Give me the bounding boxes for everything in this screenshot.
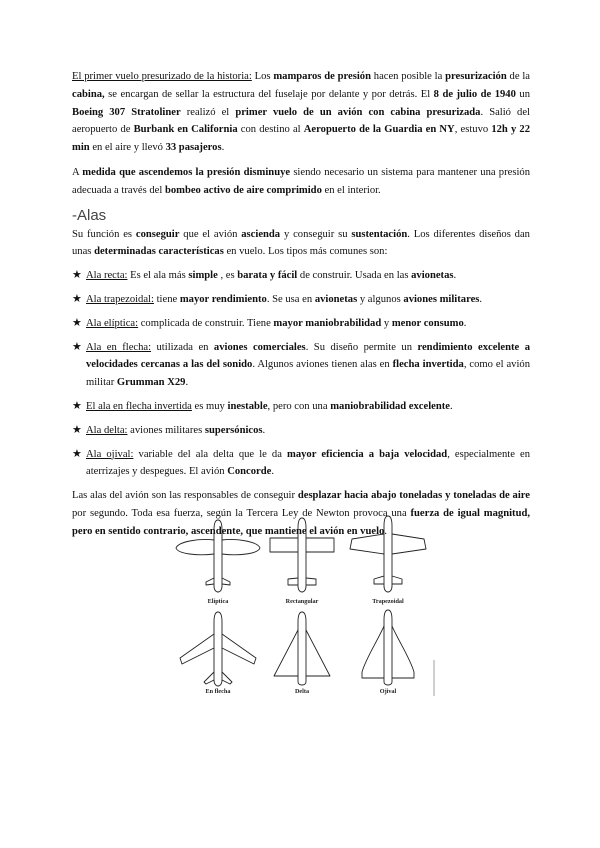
bold-text: Concorde — [227, 466, 272, 478]
text: que el avión — [179, 228, 242, 240]
bold-text: 33 pasajeros — [165, 142, 222, 154]
bold-text: ascienda — [241, 228, 281, 240]
text: un — [515, 88, 530, 100]
delta-wing-plane-icon — [274, 612, 330, 685]
label-delta: Delta — [294, 688, 310, 695]
text: A — [72, 166, 83, 178]
bold-text: mayor eficiencia a baja velocidad — [287, 448, 448, 460]
text: . — [185, 377, 189, 389]
list-item-text — [86, 291, 530, 309]
label-rectangular: Rectangular — [285, 598, 319, 605]
document-page — [72, 68, 530, 541]
list-item-ala-eliptica — [72, 315, 530, 333]
text: variable del ala delta que le da — [133, 448, 288, 460]
text: , pero con una — [267, 400, 331, 412]
star-bullet-icon: ★ — [72, 292, 82, 305]
text: , estuvo — [454, 124, 492, 136]
label-trapezoidal: Trapezoidal — [372, 598, 404, 605]
swept-wing-plane-icon — [180, 612, 256, 686]
text: . — [262, 424, 266, 436]
elliptical-wing-plane-icon — [176, 520, 260, 592]
term: Ala trapezoidal: — [86, 293, 154, 305]
text: en el aire y llevó — [89, 142, 166, 154]
wing-types-diagram — [168, 512, 436, 696]
text: complicada de construir. Tiene — [138, 317, 274, 329]
text: siendo necesario un sistema para mantener una presión adecuada a través del — [72, 166, 530, 196]
text: por segundo. Toda esa fuerza, según la Tercera Ley de Newton provoca una — [72, 507, 411, 519]
text: . — [453, 270, 457, 282]
bold-text: 12h y 22 min — [72, 124, 531, 154]
term: Ala elíptica: — [86, 317, 139, 329]
ogival-wing-plane-icon — [362, 610, 414, 685]
list-item-ala-ojival — [72, 446, 530, 482]
text: . Salió del aeropuerto de — [72, 106, 530, 136]
term: Ala recta: — [86, 270, 128, 282]
text: . — [463, 317, 467, 329]
term: El ala en flecha invertida — [86, 400, 192, 412]
trapezoidal-wing-plane-icon — [350, 516, 426, 592]
bold-text: desplazar hacia abajo toneladas y toneladas de aire — [297, 490, 530, 502]
bold-text: supersónicos — [204, 424, 263, 436]
term: Ala delta: — [86, 424, 128, 436]
bold-text: aviones comerciales — [213, 341, 306, 353]
list-item-flecha-invertida — [72, 398, 530, 416]
text: en vuelo. Los tipos más comunes son: — [223, 246, 388, 258]
text: . — [221, 142, 225, 154]
bold-text: menor consumo — [391, 317, 464, 329]
text: . Algunos aviones tienen alas en — [252, 359, 393, 371]
paragraph-wings-intro — [72, 226, 530, 262]
bold-text: medida que ascendemos la presión disminuye — [82, 166, 291, 178]
text: Las alas del avión son las responsables de conseguir — [72, 490, 298, 502]
bold-text: flecha invertida — [392, 359, 464, 371]
bold-text: mayor rendimiento — [179, 293, 267, 305]
text: . Se usa en — [266, 293, 315, 305]
text: , es — [217, 270, 238, 282]
label-ojival: Ojival — [379, 688, 397, 695]
text: , especialmente en aterrizajes y despegues. El avión — [86, 448, 530, 478]
bold-text: rendimiento excelente a velocidades cercanas a las del sonido — [86, 341, 530, 371]
star-bullet-icon: ★ — [72, 423, 82, 436]
bold-text: Aeropuerto de la Guardia en NY — [303, 124, 455, 136]
bold-text: avionetas — [314, 293, 358, 305]
star-bullet-icon: ★ — [72, 340, 82, 353]
text: tiene — [153, 293, 180, 305]
list-item-ala-recta — [72, 267, 530, 285]
text: . — [384, 525, 387, 537]
list-item-ala-delta — [72, 422, 530, 440]
text: y algunos — [357, 293, 404, 305]
bold-text: presurización — [445, 71, 507, 82]
bold-text: aviones militares — [403, 293, 480, 305]
paragraph-pressurized-flight — [72, 68, 530, 157]
bold-text: barata y fácil — [237, 270, 298, 282]
bold-text: 8 de julio de 1940 — [433, 88, 516, 100]
text: . Su diseño permite un — [305, 341, 418, 353]
text: Es el ala más — [127, 270, 189, 282]
star-bullet-icon: ★ — [72, 399, 82, 412]
list-item-ala-en-flecha — [72, 339, 530, 392]
text: . — [479, 293, 483, 305]
term: Ala ojival: — [86, 448, 134, 460]
bold-text: Burbank en California — [133, 124, 238, 136]
bold-text: mamparos de presión — [273, 71, 371, 82]
list-item-text — [86, 339, 530, 392]
rectangular-wing-plane-icon — [270, 518, 334, 592]
label-en-flecha: En flecha — [205, 688, 231, 695]
text: . — [449, 400, 453, 412]
text: . — [271, 466, 274, 478]
list-item-ala-trapezoidal — [72, 291, 530, 309]
text: hacen posible la — [370, 71, 446, 82]
list-item-text — [86, 267, 530, 285]
bold-text: primer vuelo de un avión con cabina presurizada — [235, 106, 481, 118]
wing-types-figure — [168, 512, 436, 696]
bold-text: Boeing 307 Stratoliner — [72, 106, 181, 118]
text: con destino al — [237, 124, 304, 136]
text: . Los diferentes diseños dan unas — [72, 228, 530, 258]
text: de la — [506, 71, 531, 82]
bold-text: cabina, — [72, 88, 105, 100]
bold-text: maniobrabilidad excelente — [330, 400, 450, 412]
bold-text: fuerza de igual magnitud, pero en sentido contrario, ascendente, que mantiene el avión en vuelo — [72, 507, 531, 537]
text: Su función es — [72, 228, 136, 240]
text: utilizada en — [151, 341, 214, 353]
text: y conseguir su — [280, 228, 352, 240]
label-eliptica: Elíptica — [207, 598, 229, 605]
paragraph-pressure — [72, 164, 530, 200]
text: y — [381, 317, 392, 329]
text: Los — [251, 71, 274, 82]
text: se encargan de sellar la estructura del fuselaje por delante y por detrás. El — [104, 88, 434, 100]
list-item-text — [86, 422, 530, 440]
star-bullet-icon: ★ — [72, 269, 82, 282]
text: realizó el — [180, 106, 236, 118]
bold-text: Grumman X29 — [116, 377, 186, 389]
text: es muy — [191, 400, 228, 412]
text: en el interior. — [321, 184, 381, 196]
text: , como el avión militar — [86, 359, 530, 389]
text: aviones militares — [127, 424, 205, 436]
star-bullet-icon: ★ — [72, 316, 82, 329]
section-title-inline: El primer vuelo presurizado de la historia: — [72, 71, 252, 82]
bold-text: sustentación — [351, 228, 408, 240]
star-bullet-icon: ★ — [72, 447, 82, 460]
bold-text: simple — [188, 270, 218, 282]
section-heading-alas: -Alas — [72, 206, 107, 224]
list-item-text — [86, 315, 530, 333]
bold-text: mayor maniobrabilidad — [273, 317, 382, 329]
bold-text: determinadas características — [94, 246, 224, 258]
bold-text: avionetas — [411, 270, 454, 282]
text: de construir. Usada en las — [297, 270, 412, 282]
bold-text: inestable — [227, 400, 268, 412]
term: Ala en flecha: — [86, 341, 152, 353]
bold-text: conseguir — [135, 228, 180, 240]
bold-text: bombeo activo de aire comprimido — [164, 184, 322, 196]
list-item-text — [86, 398, 530, 416]
list-item-text — [86, 446, 530, 482]
